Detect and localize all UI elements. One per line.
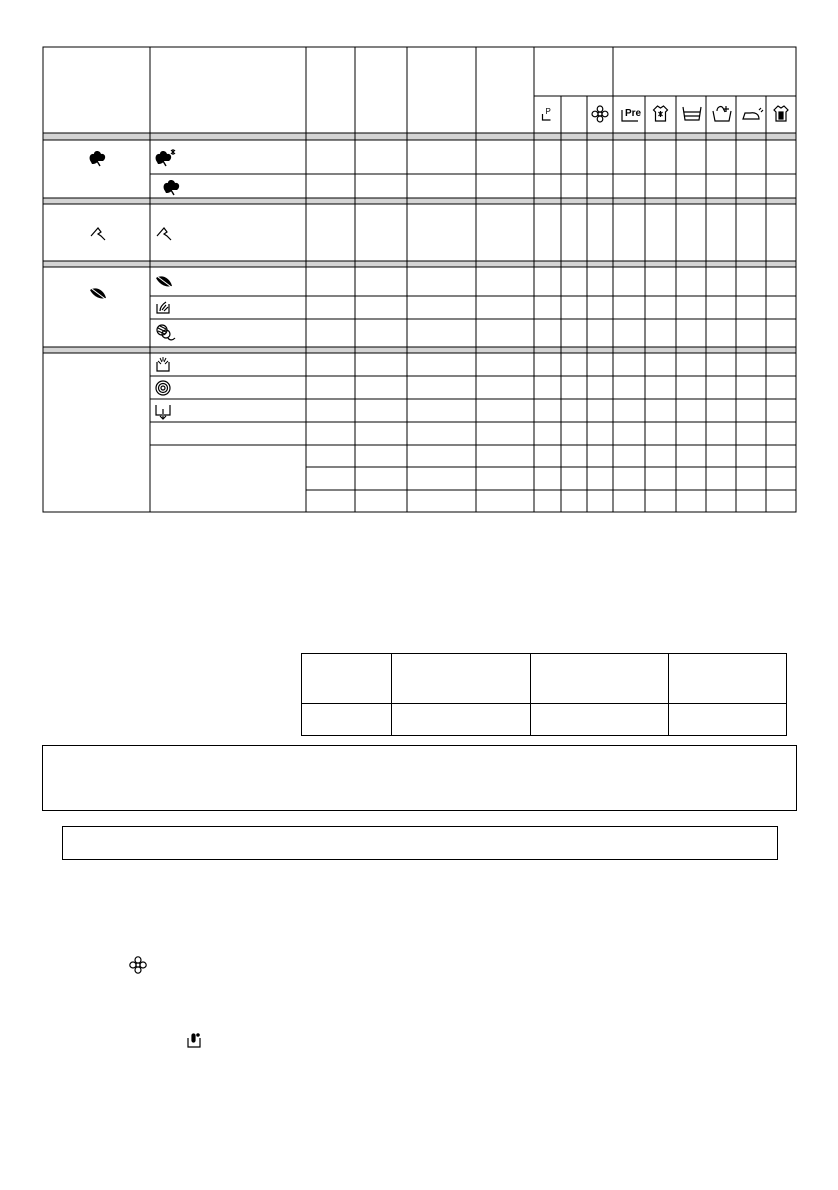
spin-icon [156, 381, 170, 395]
prewash-p-icon [543, 107, 551, 120]
warning-box [62, 826, 778, 860]
cotton-stain-icon [156, 149, 175, 166]
feather-icon [90, 288, 108, 301]
wool-icon [157, 325, 175, 340]
wash-tub-icon [683, 107, 701, 120]
prewash-pre-icon [622, 108, 642, 121]
notice-box [42, 745, 797, 811]
group-separator [43, 198, 796, 204]
group-separator [43, 347, 796, 353]
synthetic-icon [157, 228, 171, 240]
group-separator [43, 133, 796, 140]
bleach-tub-icon [713, 106, 731, 121]
cotton-icon [164, 180, 180, 195]
rinse-icon [157, 357, 169, 371]
flower-softener-icon [592, 106, 608, 122]
drain-icon [156, 405, 170, 419]
svg-text:P: P [545, 107, 551, 116]
synthetic-icon [91, 228, 105, 240]
flower-softener-icon [128, 955, 148, 975]
shirt-icon [774, 106, 788, 121]
table-border [43, 47, 796, 512]
small-table [301, 653, 787, 736]
cotton-icon [90, 151, 106, 166]
temperature-tub-icon [184, 1030, 204, 1050]
group-separator [43, 261, 796, 267]
iron-icon [743, 108, 763, 119]
stain-shirt-icon [654, 106, 668, 121]
svg-text:Pre: Pre [625, 108, 642, 119]
feather-icon [156, 276, 174, 289]
handwash-icon [157, 302, 169, 313]
